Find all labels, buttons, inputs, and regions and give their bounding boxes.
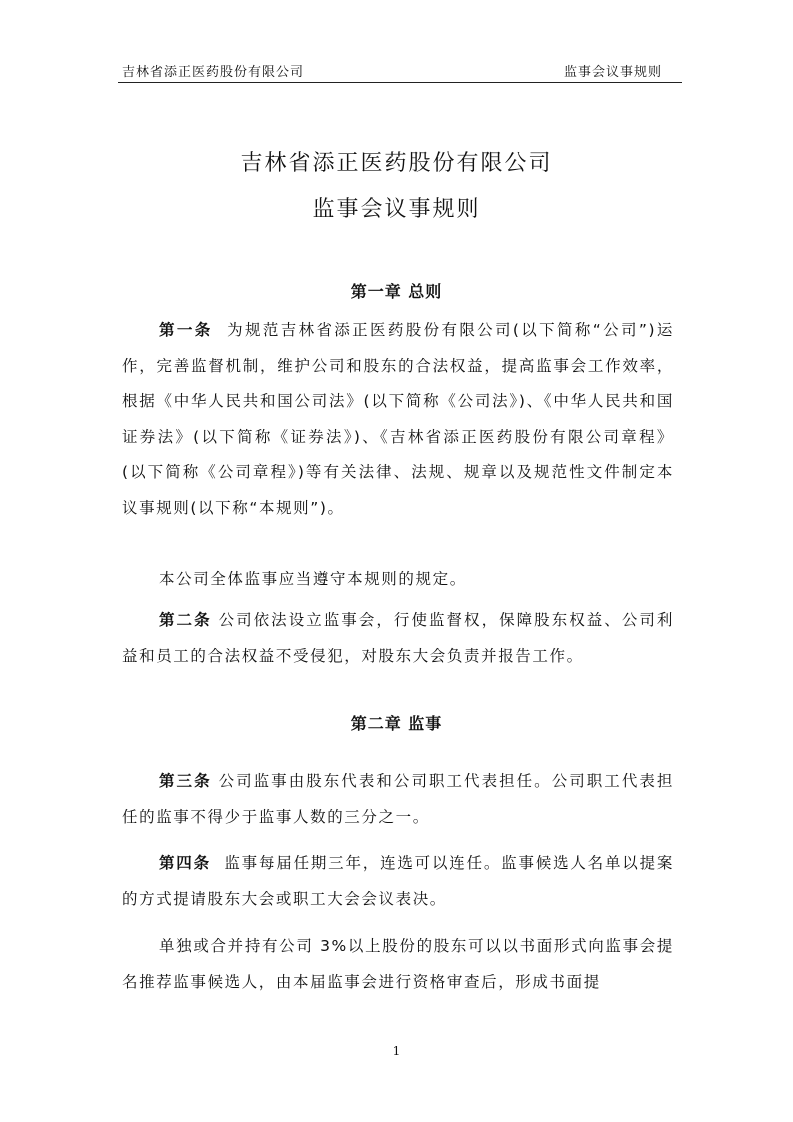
chapter-1-heading: 第一章 总则 [350,282,443,301]
article-3-label: 第三条 [159,772,212,790]
article-4-text: 监事每届任期三年，连选可以连任。监事候选人名单以提案的方式提请股东大会或职工大会会议表决。 [122,854,674,908]
article-4 [122,846,674,917]
article-2-label: 第二条 [159,611,212,629]
article-4-paragraph-2: 单独或合并持有公司 3%以上股份的股东可以以书面形式向监事会提名推荐监事候选人，由本届监事会进行资格审查后，形成书面提 [122,937,674,991]
article-2-text: 公司依法设立监事会，行使监督权，保障股东权益、公司利益和员工的合法权益不受侵犯，对股东大会负责并报告工作。 [122,611,674,665]
article-3 [122,764,674,835]
article-3-text: 公司监事由股东代表和公司职工代表担任。公司职工代表担任的监事不得少于监事人数的三分之一。 [122,772,674,826]
document-title-company: 吉林省添正医药股份有限公司 [240,151,553,176]
document-title-rules: 监事会议事规则 [312,197,481,222]
article-4-label: 第四条 [159,854,211,872]
article-1 [122,313,674,526]
article-1-label: 第一条 [159,321,213,339]
header-company-name: 吉林省添正医药股份有限公司 [122,65,305,80]
page-header [118,58,682,83]
page-number: 1 [392,1044,401,1058]
article-1-paragraph-2: 本公司全体监事应当遵守本规则的规定。 [159,570,467,588]
chapter-2-heading: 第二章 监事 [350,714,443,733]
header-document-name: 监事会议事规则 [563,65,662,80]
article-2 [122,603,674,674]
article-1-text: 为规范吉林省添正医药股份有限公司(以下简称“公司”)运作，完善监督机制，维护公司和股东的合法权益，提高监事会工作效率，根据《中华人民共和国公司法》(以下简称《公司法》)、《中华人民共和国证券法》(以下简称《证券法》)、《吉林省添正医药股份有限公司章程》(以下简称《公司章程》)等有关法律、法规、规章以及规范性文件制定本议事规则(以下称“本规则”)。 [122,321,674,517]
